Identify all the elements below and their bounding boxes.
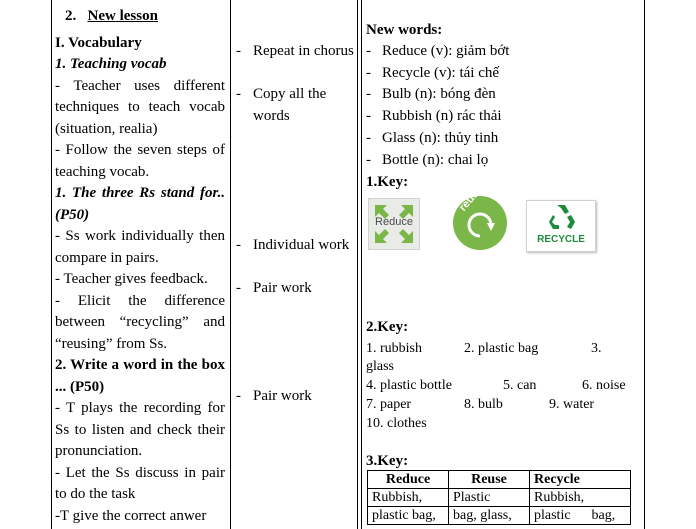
recycle-label: RECYCLE (537, 234, 585, 245)
table-left-border (51, 0, 52, 529)
activity-text: Individual work (253, 237, 350, 253)
key2-answer: 10. clothes (366, 416, 427, 431)
key3-table (367, 470, 631, 525)
dash-bullet: - (236, 86, 241, 102)
key2-title: 2.Key: (366, 319, 409, 335)
procedure-step: - Ss work individually then compare in pairs. (55, 228, 225, 266)
table-column-divider-1 (230, 0, 231, 529)
procedure-step: - T plays the recording for Ss to listen and check their pronunciation. (55, 400, 225, 459)
table-column-divider-2 (357, 0, 358, 529)
dash-bullet: - (236, 237, 241, 253)
three-rs-title: 1. The three Rs stand for.. (P50) (55, 185, 225, 223)
section-heading (65, 6, 225, 28)
activity-text: Pair work (253, 388, 312, 404)
key2-answer: 5. can (503, 378, 537, 393)
key2-answer: 2. plastic bag (464, 341, 539, 356)
section-number: 2. (65, 8, 77, 24)
table-header: Reuse (449, 471, 530, 489)
new-word-item (366, 128, 636, 150)
key2-answer: 8. bulb (464, 397, 503, 412)
table-cell: Rubbish, (368, 489, 449, 507)
table-cell: bag, glass, (449, 507, 530, 525)
procedure-step: - Let the Ss discuss in pair to do the task (55, 464, 225, 502)
new-word-text: Glass (n): thủy tinh (382, 129, 499, 146)
key2-answer: 6. noise (582, 378, 626, 393)
table-column-divider-2b (361, 0, 362, 529)
activity-text: Pair work (253, 280, 312, 296)
new-word-item (366, 150, 636, 172)
key3-title: 3.Key: (366, 453, 409, 469)
procedure-step: - Teacher uses different techniques to teach vocab (situation, realia) (55, 77, 225, 137)
recycle-icon (527, 201, 595, 233)
reuse-label: reuse (457, 183, 486, 214)
table-header: Reduce (368, 471, 449, 489)
dash-bullet: - (366, 64, 371, 81)
procedure-step: - Follow the seven steps of teaching vocab. (55, 142, 225, 180)
new-words-list (366, 41, 636, 171)
key2-answer: 7. paper (366, 397, 412, 412)
key2-answer: 4. plastic bottle (366, 378, 452, 393)
table-header-row (368, 471, 631, 489)
dash-bullet: - (366, 151, 371, 168)
activity-item (236, 386, 363, 408)
table-cell: plastic bag, (530, 507, 631, 525)
key2-answer: 1. rubbish (366, 341, 422, 356)
table-cell: Rubbish, (530, 489, 631, 507)
new-word-text: Reduce (v): giảm bớt (382, 43, 510, 59)
dash-bullet: - (236, 43, 241, 59)
table-row (368, 507, 631, 525)
dash-bullet: - (366, 108, 371, 125)
activity-text: Repeat in chorus (253, 43, 354, 59)
procedure-step: -T give the correct anwer (55, 507, 207, 524)
reduce-label: Reduce (375, 216, 413, 228)
write-word-title: 2. Write a word in the box ... (P50) (55, 357, 225, 395)
procedure-step: - Elicit the difference between “recycling” and “reusing” from Ss. (55, 292, 225, 352)
new-word-item (366, 41, 636, 63)
new-word-item (366, 63, 636, 85)
key2-answer: 9. water (549, 397, 595, 412)
key2-answers (366, 339, 641, 435)
key2-answer: glass (366, 359, 394, 374)
table-header: Recycle (530, 471, 631, 489)
activity-item (236, 41, 363, 63)
activity-item (236, 235, 363, 257)
table-row (368, 489, 631, 507)
table-right-border (644, 0, 645, 529)
procedure-column (55, 0, 225, 527)
table-cell: Plastic (449, 489, 530, 507)
key1-title: 1.Key: (366, 174, 409, 190)
dash-bullet: - (236, 388, 241, 404)
new-word-text: Bulb (n): bóng đèn (382, 86, 496, 103)
dash-bullet: - (366, 43, 371, 59)
new-word-text: Recycle (v): tái chế (382, 64, 500, 81)
table-cell: plastic bag, (368, 507, 449, 525)
activity-item (236, 278, 363, 300)
recycle-logo (526, 200, 596, 252)
new-word-item (366, 84, 636, 106)
key2-answer: 3. (591, 341, 602, 356)
activity-text: Copy all the words (253, 86, 327, 124)
activity-item (236, 84, 363, 127)
new-word-text: Rubbish (n) rác thải (382, 108, 502, 125)
teaching-vocab-title: 1. Teaching vocab (55, 56, 167, 72)
new-word-text: Bottle (n): chai lọ (382, 151, 489, 168)
dash-bullet: - (366, 129, 371, 146)
dash-bullet: - (366, 86, 371, 103)
new-word-item (366, 106, 636, 128)
dash-bullet: - (236, 280, 241, 296)
new-words-title: New words: (366, 22, 443, 38)
reuse-logo (453, 183, 507, 250)
vocab-title: I. Vocabulary (55, 34, 142, 51)
section-title: New lesson (87, 8, 158, 24)
reduce-logo (368, 198, 420, 250)
procedure-step: - Teacher gives feedback. (55, 271, 208, 287)
